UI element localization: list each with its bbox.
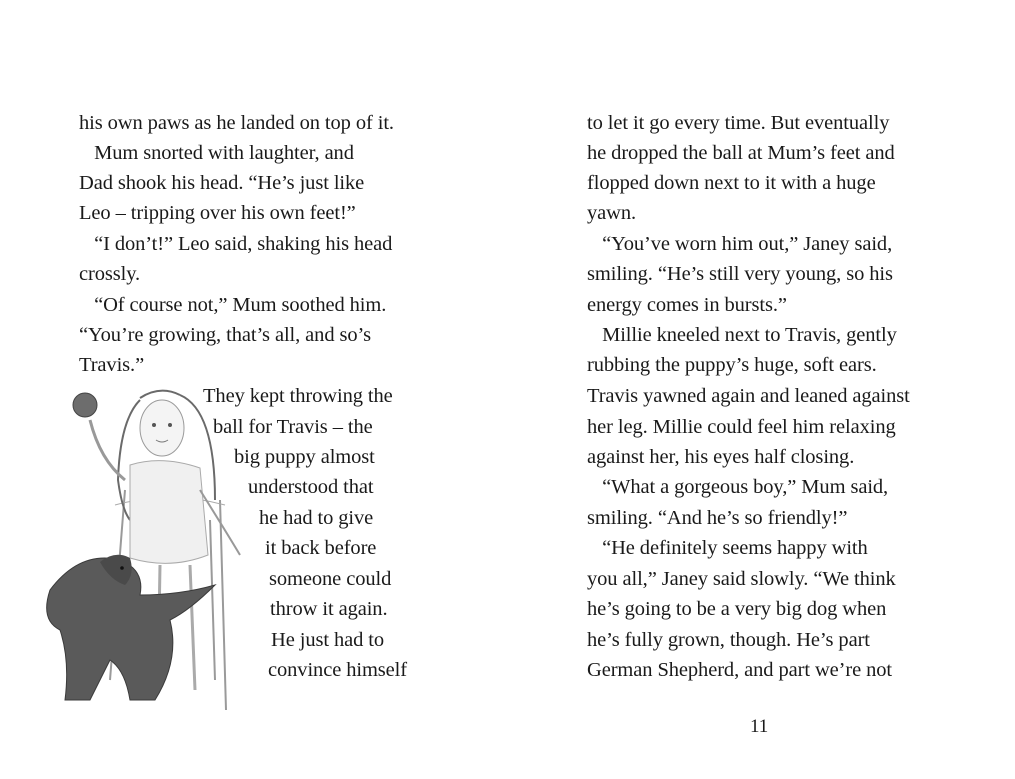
text-line: he dropped the ball at Mum’s feet and [587, 142, 895, 164]
text-line-wrapped: They kept throwing the [203, 385, 393, 407]
text-line-wrapped: throw it again. [270, 598, 388, 620]
text-line-wrapped: big puppy almost [234, 446, 375, 468]
text-line: rubbing the puppy’s huge, soft ears. [587, 354, 877, 376]
text-line: his own paws as he landed on top of it. [79, 112, 394, 134]
text-line: energy comes in bursts.” [587, 294, 787, 316]
text-line: “You’ve worn him out,” Janey said, [587, 233, 893, 255]
text-line: Travis yawned again and leaned against [587, 385, 910, 407]
text-line: “I don’t!” Leo said, shaking his head [79, 233, 393, 255]
text-line: Leo – tripping over his own feet!” [79, 202, 356, 224]
text-line: yawn. [587, 202, 637, 224]
text-line-wrapped: convince himself [268, 659, 408, 681]
text-line: to let it go every time. But eventually [587, 112, 890, 134]
page-number: 11 [750, 716, 769, 737]
text-line-wrapped: he had to give [259, 507, 374, 529]
text-line: smiling. “He’s still very young, so his [587, 263, 893, 285]
text-line: “Of course not,” Mum soothed him. [79, 294, 387, 316]
text-line: he’s going to be a very big dog when [587, 598, 887, 620]
text-line: “What a gorgeous boy,” Mum said, [587, 476, 889, 498]
text-line: “You’re growing, that’s all, and so’s [79, 324, 372, 346]
text-line: against her, his eyes half closing. [587, 446, 855, 468]
text-line: crossly. [79, 263, 141, 285]
girl-and-puppy-illustration [30, 380, 260, 725]
text-line-wrapped: ball for Travis – the [213, 416, 373, 438]
text-line: flopped down next to it with a huge [587, 172, 876, 194]
text-line: Mum snorted with laughter, and [79, 142, 354, 164]
text-line-wrapped: understood that [248, 476, 374, 498]
text-line: Dad shook his head. “He’s just like [79, 172, 365, 194]
text-line: “He definitely seems happy with [587, 537, 868, 559]
text-line: her leg. Millie could feel him relaxing [587, 416, 896, 438]
text-line: German Shepherd, and part we’re not [587, 659, 893, 681]
text-line-wrapped: someone could [269, 568, 392, 590]
text-line: Travis.” [79, 354, 145, 376]
text-line-wrapped: it back before [265, 537, 377, 559]
text-line: you all,” Janey said slowly. “We think [587, 568, 896, 590]
text-line-wrapped: He just had to [271, 629, 385, 651]
text-line: Millie kneeled next to Travis, gently [587, 324, 897, 346]
text-line: he’s fully grown, though. He’s part [587, 629, 870, 651]
text-line: smiling. “And he’s so friendly!” [587, 507, 848, 529]
